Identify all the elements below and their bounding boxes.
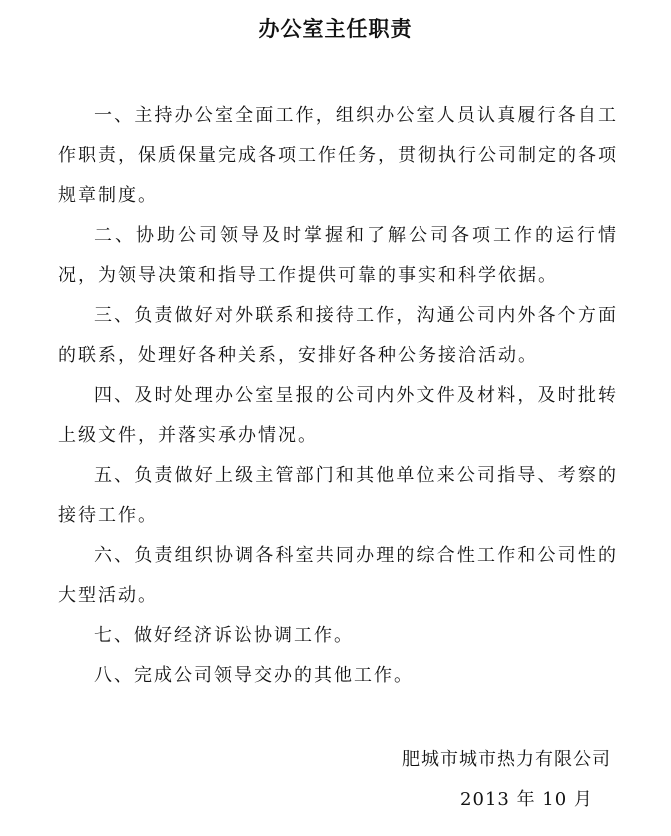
duty-paragraph-4: 四、及时处理办公室呈报的公司内外文件及材料，及时批转上级文件，并落实承办情况。 xyxy=(58,385,618,446)
duty-paragraph-5: 五、负责做好上级主管部门和其他单位来公司指导、考察的接待工作。 xyxy=(58,465,618,526)
document-title: 办公室主任职责 xyxy=(258,17,413,41)
duty-paragraph-2: 二、协助公司领导及时掌握和了解公司各项工作的运行情况，为领导决策和指导工作提供可靠的事实和科学依据。 xyxy=(58,225,618,286)
duty-paragraph-7: 七、做好经济诉讼协调工作。 xyxy=(94,625,354,646)
duty-paragraph-3: 三、负责做好对外联系和接待工作，沟通公司内外各个方面的联系，处理好各种关系，安排好各种公务接洽活动。 xyxy=(58,305,618,366)
signature-date: 2013 年 10 月 xyxy=(460,789,593,810)
duty-paragraph-6: 六、负责组织协调各科室共同办理的综合性工作和公司性的大型活动。 xyxy=(58,545,618,606)
document-body xyxy=(58,96,618,696)
signature-block xyxy=(402,740,611,820)
duty-paragraph-1: 一、主持办公室全面工作，组织办公室人员认真履行各自工作职责，保质保量完成各项工作任务，贯彻执行公司制定的各项规章制度。 xyxy=(58,105,618,206)
signature-organization: 肥城市城市热力有限公司 xyxy=(402,749,611,770)
duty-paragraph-8: 八、完成公司领导交办的其他工作。 xyxy=(94,665,414,686)
